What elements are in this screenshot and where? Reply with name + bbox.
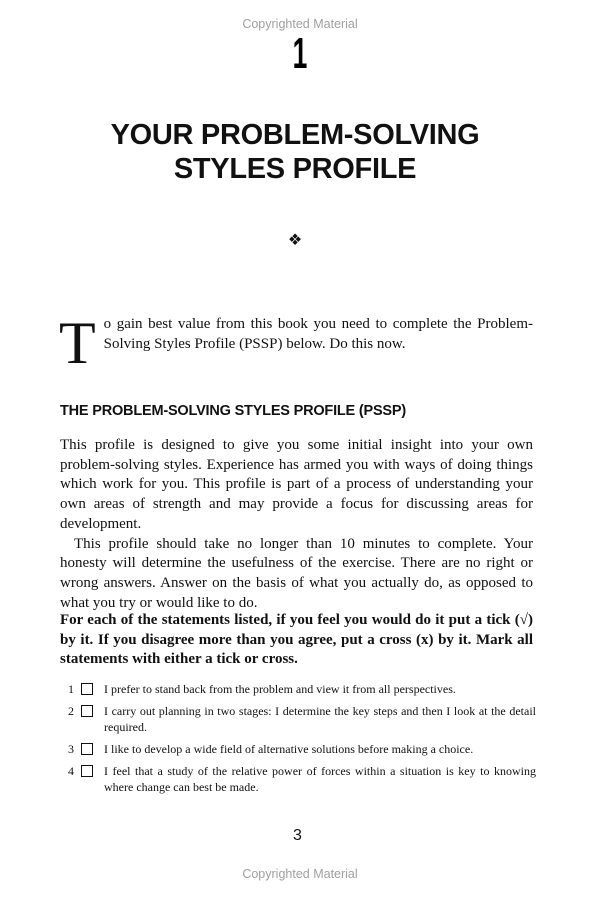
copyright-watermark-top: Copyrighted Material — [242, 17, 358, 31]
drop-cap: T — [59, 310, 96, 376]
intro-text: o gain best value from this book you need to complete the Problem-Solving Styles Profile (PSSP) below. Do this now. — [103, 316, 533, 352]
statement-number: 4 — [68, 764, 74, 778]
checkbox[interactable] — [81, 743, 93, 755]
checkbox[interactable] — [81, 683, 93, 695]
statement-text: I prefer to stand back from the problem and view it from all perspectives. — [104, 682, 456, 696]
ornament-icon: ❖ — [287, 232, 303, 249]
statement-number: 1 — [68, 682, 74, 696]
body-paragraph-2: This profile should take no longer than 10 minutes to complete. Your honesty will determine the usefulness of the exercise. There are no right or wrong answers. Answer on the basis of what you actually do, as opposed to what you try or would like to do. — [60, 535, 533, 611]
chapter-title — [0, 118, 590, 186]
body-text — [60, 436, 533, 613]
checkbox[interactable] — [81, 765, 93, 777]
statement-item — [60, 681, 536, 697]
statement-text: I like to develop a wide field of alternative solutions before making a choice. — [104, 742, 474, 756]
page-number: 3 — [293, 827, 302, 844]
body-paragraph-1: This profile is designed to give you some initial insight into your own problem-solving styles. Experience has armed you with ways of doing things which work for you. This profile is part of a process of understanding your own areas of strength and may provide a focus for discussing areas for development. — [60, 437, 533, 532]
instruction-paragraph: For each of the statements listed, if you feel you would do it put a tick (√) by it. If you disagree more than you agree, put a cross (x) by it. Mark all statements with either a tick or cross. — [60, 612, 533, 668]
section-heading: THE PROBLEM-SOLVING STYLES PROFILE (PSSP) — [60, 403, 407, 419]
statement-text: I feel that a study of the relative power of forces within a situation is key to knowing where change can best be made. — [104, 764, 536, 794]
intro-paragraph — [59, 310, 533, 376]
copyright-watermark-bottom: Copyrighted Material — [242, 867, 358, 881]
statement-item — [60, 703, 536, 735]
chapter-title-line-1: YOUR PROBLEM-SOLVING — [110, 119, 480, 151]
statement-text: I carry out planning in two stages: I determine the key steps and then I look at the detail required. — [104, 704, 536, 734]
statement-number: 2 — [68, 704, 74, 718]
chapter-title-line-2: STYLES PROFILE — [173, 153, 417, 185]
statement-list — [60, 681, 536, 801]
statement-number: 3 — [68, 742, 74, 756]
checkbox[interactable] — [81, 705, 93, 717]
statement-item — [60, 741, 536, 757]
statement-item — [60, 763, 536, 795]
chapter-number: 1 — [292, 29, 308, 78]
